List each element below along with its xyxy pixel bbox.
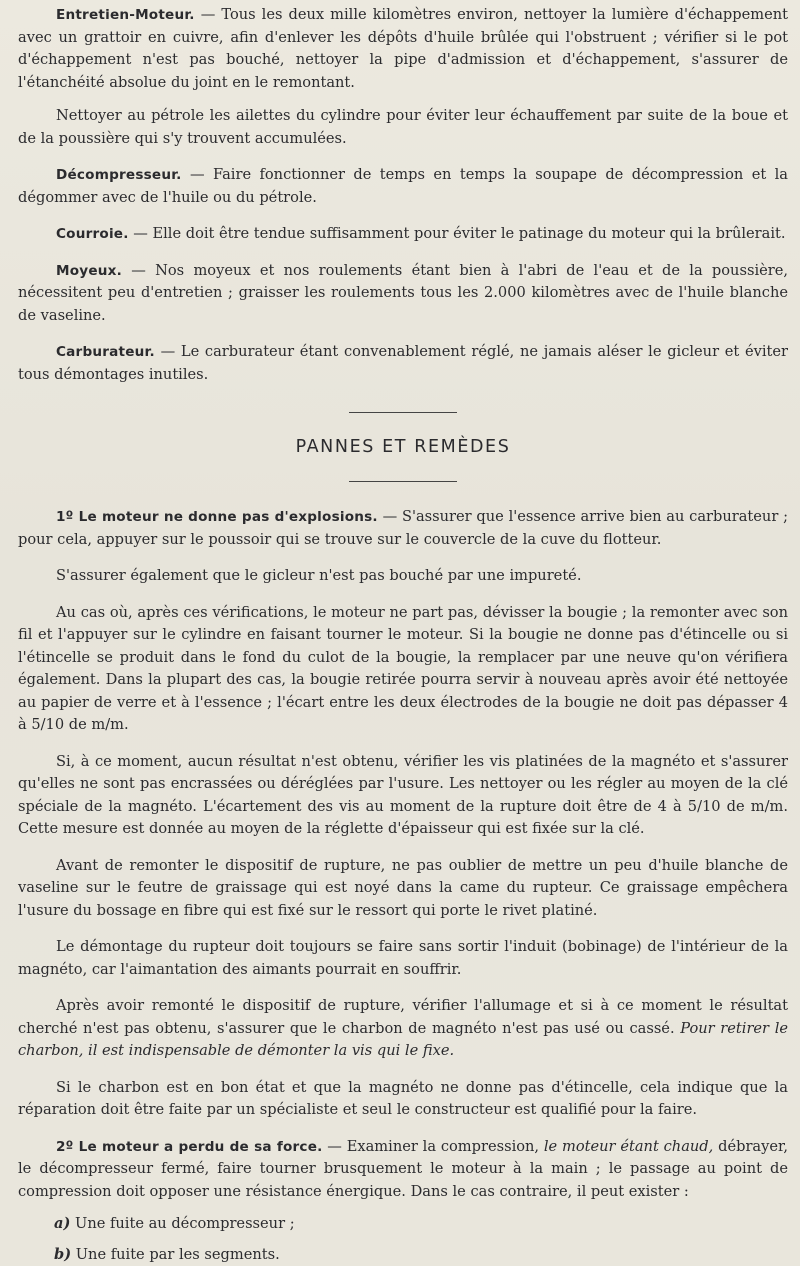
heading-decompresseur: Décompresseur. [56, 167, 182, 183]
text-decompresseur: — Faire fonctionner de temps en temps la soupape de décompression et la dégommer avec de l'huile ou du pétrole. [18, 166, 788, 206]
text-charbon: Après avoir remonté le dispositif de rupture, vérifier l'allumage et si à ce moment le résultat cherché n'est pas obtenu, s'assurer que le charbon de magnéto n'est pas usé ou cassé. [18, 997, 788, 1037]
heading-courroie: Courroie. [56, 226, 129, 242]
list-item-b [18, 1244, 788, 1266]
heading-pas-explosions: 1º Le moteur ne donne pas d'explosions. [56, 509, 378, 525]
paragraph-demontage-rupteur [18, 936, 788, 981]
heading-perdu-force: 2º Le moteur a perdu de sa force. [56, 1139, 322, 1155]
text-carburateur: — Le carburateur étant convenablement réglé, ne jamais aléser le gicleur et éviter tous démontages inutiles. [18, 343, 788, 383]
text-ailettes: Nettoyer au pétrole les ailettes du cylindre pour éviter leur échauffement par suite de la boue et de la poussière qui s'y trouvent accumulées. [18, 107, 788, 147]
text-gicleur: S'assurer également que le gicleur n'est pas bouché par une impureté. [56, 567, 581, 584]
paragraph-vis-platinees [18, 751, 788, 841]
text-entretien-moteur: — Tous les deux mille kilomètres environ, nettoyer la lumière d'échappement avec un grattoir en cuivre, afin d'enlever les dépôts d'huile brûlée qui l'obstruent ; vérifier si le pot d'échappement n'est pas bouché, nettoyer la pipe d'admission et d'échappement, s'assurer de l'étanchéité absolue du joint en le remontant. [18, 6, 788, 91]
text-perdu-force-italic: le moteur étant chaud, [544, 1138, 713, 1155]
paragraph-specialiste [18, 1077, 788, 1122]
list-label-a: a) [54, 1215, 70, 1232]
text-pas-explosions: — S'assurer que l'essence arrive bien au carburateur ; pour cela, appuyer sur le poussoir qui se trouve sur le couvercle de la cuve du flotteur. [18, 508, 788, 548]
paragraph-pas-explosions [18, 506, 788, 551]
heading-carburateur: Carburateur. [56, 344, 155, 360]
section-title: PANNES ET REMÈDES [18, 437, 788, 457]
text-vis-platinees: Si, à ce moment, aucun résultat n'est obtenu, vérifier les vis platinées de la magnéto et s'assurer qu'elles ne sont pas encrassées ou déréglées par l'usure. Les nettoyer ou les régler au moyen de la clé spéciale de la magnéto. L'écartement des vis au moment de la rupture doit être de 4 à 5/10 de m/m. Cette mesure est donnée au moyen de la réglette d'épaisseur qui est fixée sur la clé. [18, 753, 788, 838]
paragraph-decompresseur [18, 164, 788, 209]
heading-moyeux: Moyeux. [56, 263, 122, 279]
heading-entretien-moteur: Entretien-Moteur. [56, 7, 195, 23]
text-specialiste: Si le charbon est en bon état et que la magnéto ne donne pas d'étincelle, cela indique que la réparation doit être faite par un spécialiste et seul le constructeur est qualifié pour la faire. [18, 1079, 788, 1119]
text-bougie: Au cas où, après ces vérifications, le moteur ne part pas, dévisser la bougie ; la remonter avec son fil et l'appuyer sur le cylindre en faisant tourner le moteur. Si la bougie ne donne pas d'étincelle ou si l'étincelle se produit dans le fond du culot de la bougie, la remplacer par une neuve qu'on vérifiera également. Dans la plupart des cas, la bougie retirée pourra servir à nouveau après avoir été nettoyée au papier de verre et à l'essence ; l'écart entre les deux électrodes de la bougie ne doit pas dépasser 4 à 5/10 de m/m. [18, 604, 788, 734]
divider-bottom [349, 481, 457, 482]
list-item-a [18, 1213, 788, 1236]
text-perdu-force-b: débrayer, le décompresseur fermé, faire tourner brusquement le moteur à la main ; le passage au point de compression doit opposer une résistance énergique. Dans le cas contraire, il peut exister : [18, 1138, 788, 1200]
paragraph-rupture [18, 855, 788, 923]
paragraph-carburateur [18, 341, 788, 386]
text-charbon-italic: Pour retirer le charbon, il est indispensable de démonter la vis qui le fixe. [18, 1020, 788, 1060]
text-moyeux: — Nos moyeux et nos roulements étant bien à l'abri de l'eau et de la poussière, nécessitent peu d'entretien ; graisser les roulements tous les 2.000 kilomètres avec de l'huile blanche de vaseline. [18, 262, 788, 324]
text-perdu-force-a: — Examiner la compression, [322, 1138, 543, 1155]
paragraph-moyeux [18, 260, 788, 328]
list-label-b: b) [54, 1246, 71, 1263]
list-text-a: Une fuite au décompresseur ; [70, 1215, 294, 1232]
paragraph-courroie [18, 223, 788, 246]
paragraph-bougie [18, 602, 788, 737]
text-rupture: Avant de remonter le dispositif de rupture, ne pas oublier de mettre un peu d'huile blanche de vaseline sur le feutre de graissage qui est noyé dans la came du rupteur. Ce graissage empêchera l'usure du bossage en fibre qui est fixé sur le ressort qui porte le rivet platiné. [18, 857, 788, 919]
paragraph-entretien-moteur [18, 4, 788, 94]
text-demontage-rupteur: Le démontage du rupteur doit toujours se faire sans sortir l'induit (bobinage) de l'intérieur de la magnéto, car l'aimantation des aimants pourrait en souffrir. [18, 938, 788, 978]
text-courroie: — Elle doit être tendue suffisamment pour éviter le patinage du moteur qui la brûlerait. [129, 225, 786, 242]
list-text-b: Une fuite par les segments. [71, 1246, 280, 1263]
paragraph-perdu-force [18, 1136, 788, 1204]
divider-top [349, 412, 457, 413]
paragraph-charbon [18, 995, 788, 1063]
paragraph-gicleur [18, 565, 788, 588]
paragraph-ailettes [18, 105, 788, 150]
